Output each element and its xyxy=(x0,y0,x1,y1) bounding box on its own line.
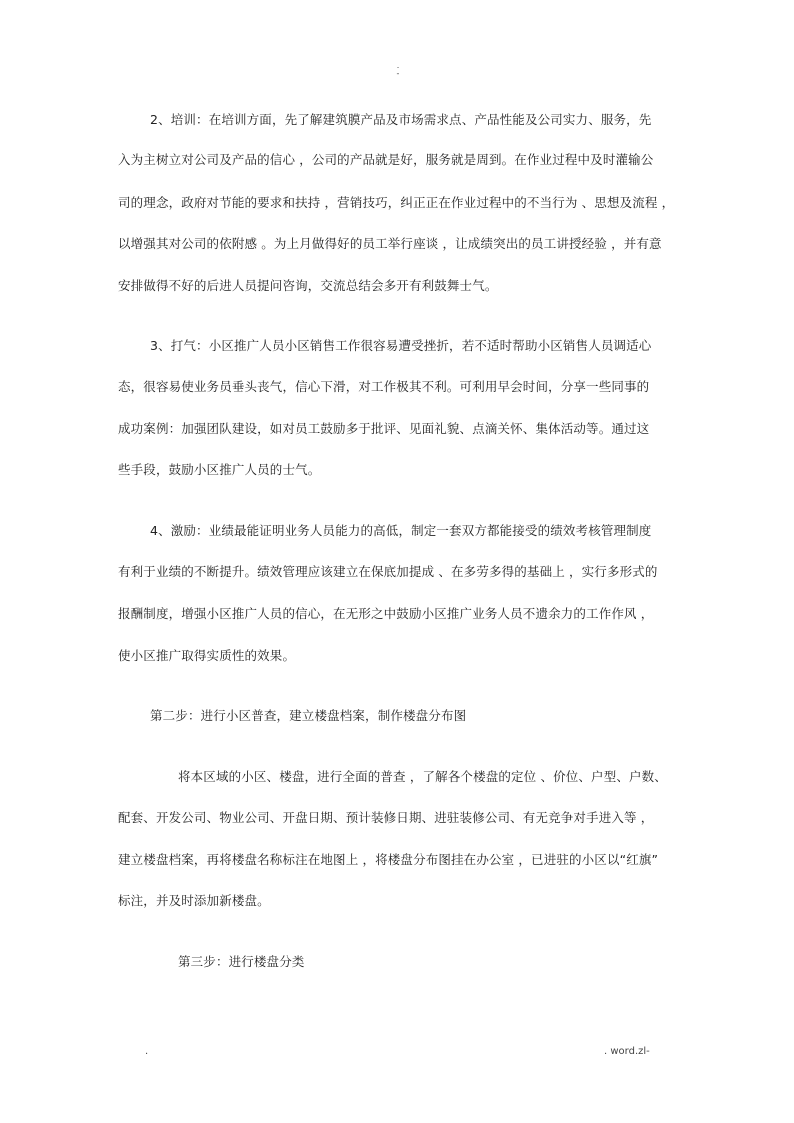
step-two-heading: 第二步：进行小区普查，建立楼盘档案，制作楼盘分布图 xyxy=(150,708,467,723)
header-dot: . xyxy=(396,61,400,70)
paragraph-line: 入为主树立对公司及产品的信心 ，公司的产品就是好，服务就是周到。在作业过程中及时灌输公 xyxy=(118,152,654,167)
paragraph-line: 司的理念，政府对节能的要求和扶持 ，营销技巧，纠正正在作业过程中的不当行为 、思想及流程 ， xyxy=(118,195,675,210)
header-dash: - xyxy=(396,69,400,78)
paragraph-line: 些手段，鼓励小区推广人员的士气。 xyxy=(118,462,321,477)
paragraph-line: 3、打气：小区推广人员小区销售工作很容易遭受挫折，若不适时帮助小区销售人员调适心 xyxy=(150,338,652,353)
paragraph-line: 安排做得不好的后进人员提问咨询，交流总结会多开有利鼓舞士气。 xyxy=(118,278,498,293)
paragraph-line: 2、培训：在培训方面，先了解建筑膜产品及市场需求点、产品性能及公司实力、服务，先 xyxy=(150,112,652,127)
paragraph-line: 有利于业绩的不断提升。绩效管理应该建立在保底加提成 、在多劳多得的基础上 ，实行多形式的 xyxy=(118,564,658,579)
paragraph-line: 报酬制度，增强小区推广人员的信心，在无形之中鼓励小区推广业务人员不遗余力的工作作风 ， xyxy=(118,606,654,621)
paragraph-line: 将本区域的小区、楼盘，进行全面的普查 ，了解各个楼盘的定位 、价位、户型、户数、 xyxy=(178,769,667,784)
paragraph-line: 配套、开发公司、物业公司、开盘日期、预计装修日期、进驻装修公司、有无竞争对手进入等 ， xyxy=(118,810,654,825)
page-header-mark xyxy=(392,62,404,78)
paragraph-line: 建立楼盘档案，再将楼盘名称标注在地图上 ，将楼盘分布图挂在办公室 ，已进驻的小区以“红旗” xyxy=(118,852,659,867)
paragraph-line: 以增强其对公司的依附感 。为上月做得好的员工举行座谈 ，让成绩突出的员工讲授经验 ，并有意 xyxy=(118,236,662,251)
paragraph-line: 4、激励：业绩最能证明业务人员能力的高低，制定一套双方都能接受的绩效考核管理制度 xyxy=(150,523,652,538)
paragraph-line: 成功案例：加强团队建设，如对员工鼓励多于批评、见面礼貌、点滴关怀、集体活动等。通过这 xyxy=(118,421,650,436)
paragraph-line: 态，很容易使业务员垂头丧气，信心下滑，对工作极其不利。可利用早会时间，分享一些同事的 xyxy=(118,379,650,394)
footer-left-mark: . xyxy=(145,1046,149,1057)
footer-right-mark: . word.zl- xyxy=(604,1046,650,1057)
paragraph-line: 标注，并及时添加新楼盘。 xyxy=(118,893,270,908)
paragraph-line: 使小区推广取得实质性的效果。 xyxy=(118,648,296,663)
step-three-heading: 第三步：进行楼盘分类 xyxy=(178,954,305,969)
